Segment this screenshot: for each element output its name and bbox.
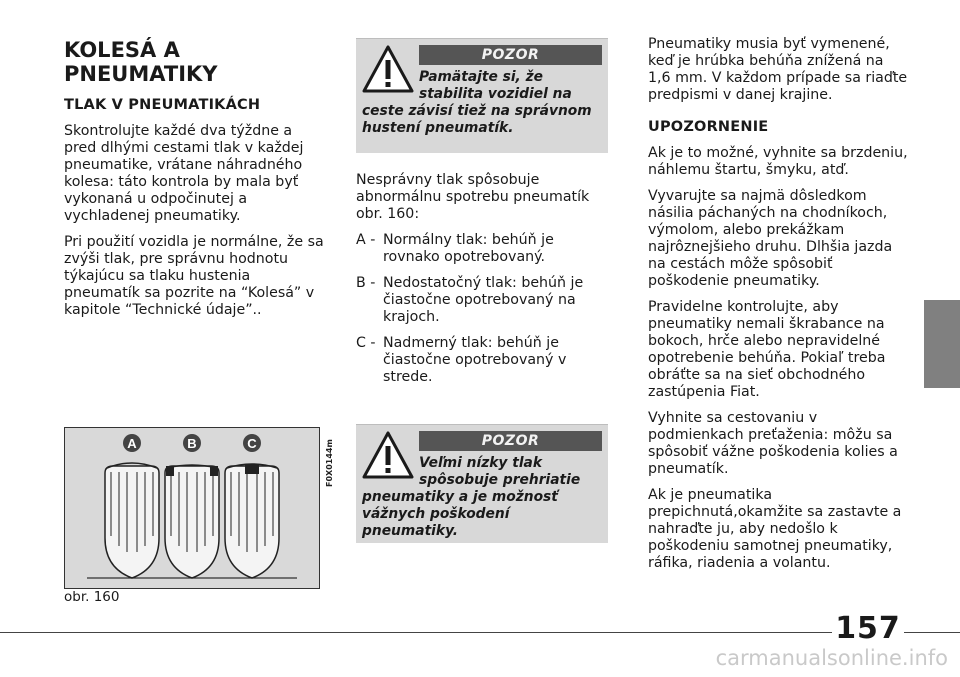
- subsection-title: TLAK V PNEUMATIKÁCH: [64, 97, 261, 113]
- warning-text: [362, 69, 602, 137]
- wear-list: [356, 232, 608, 386]
- footer-rule: [0, 632, 960, 633]
- list-item: [356, 232, 608, 266]
- paragraph-avoid-overload: Vyhnite sa cestovaniu v podmienkach preťaženia: môžu sa spôsobiť vážne poškodenia kolies a pneumatík.: [648, 410, 898, 477]
- warning-text-line2: stabilita vozidiel na: [419, 86, 572, 102]
- warning-text: [362, 455, 602, 540]
- list-item-label: B -: [356, 275, 376, 291]
- notice-heading: UPOZORNENIE: [648, 119, 769, 135]
- warning-text-rest: pneumatiky a je možnosť vážnych poškodení pneumatiky.: [362, 489, 558, 539]
- tire-a-illustration: [105, 463, 159, 578]
- list-item-label: A -: [356, 232, 376, 248]
- chapter-side-tab: [924, 300, 960, 388]
- paragraph-regular-check: Pravidelne kontrolujte, aby pneumatiky nemali škrabance na bokoch, hrče alebo nepravidelné opotrebenie behúňa. Pokiaľ treba obráťte sa na sieť obchodného zastúpenia Fiat.: [648, 299, 886, 400]
- warning-box-low-pressure: [356, 424, 608, 543]
- section-title-line1: KOLESÁ A: [64, 38, 180, 62]
- list-item-text: Normálny tlak: behúň je rovnako opotrebovaný.: [383, 232, 554, 265]
- paragraph-avoid-braking: Ak je to možné, vyhnite sa brzdeniu, náhlemu štartu, šmyku, atď.: [648, 145, 908, 178]
- tire-label-c: C: [247, 436, 257, 451]
- tire-label-a: A: [127, 436, 137, 451]
- tire-wear-figure: [64, 427, 320, 589]
- list-item-text: Nadmerný tlak: behúň je čiastočne opotrebovaný v strede.: [383, 335, 567, 385]
- paragraph-wrong-pressure: Nesprávny tlak spôsobuje abnormálnu spotrebu pneumatík obr. 160:: [356, 172, 590, 222]
- warning-text-rest: ceste závisí tiež na správnom hustení pneumatík.: [362, 103, 592, 136]
- tire-wear-illustration: [65, 428, 319, 588]
- section-title-line2: PNEUMATIKY: [64, 62, 218, 86]
- paragraph-puncture: Ak je pneumatika prepichnutá,okamžite sa zastavte a nahraďte ju, aby nedošlo k poškodeniu samotnej pneumatiky, ráfika, riadenia a volantu.: [648, 487, 902, 571]
- list-item-text: Nedostatočný tlak: behúň je čiastočne opotrebovaný na krajoch.: [383, 275, 584, 325]
- list-item-label: C -: [356, 335, 376, 351]
- tire-c-illustration: [225, 464, 279, 578]
- section-title: [64, 38, 326, 86]
- right-column: [648, 36, 910, 581]
- paragraph-pressure-check: Skontrolujte každé dva týždne a pred dlhými cestami tlak v každej pneumatike, vrátane náhradného kolesa: táto kontrola by mala byť vykonaná u odpočinutej a vychladenej pneumatiky.: [64, 123, 304, 224]
- warning-text-line1: Pamätajte si, že: [419, 69, 543, 85]
- tire-label-b: B: [187, 436, 197, 451]
- paragraph-tread-depth: Pneumatiky musia byť vymenené, keď je hrúbka behúňa znížená na 1,6 mm. V každom prípade sa riaďte predpismi v danej krajine.: [648, 36, 908, 103]
- warning-text-line1: Veľmi nízky tlak: [419, 455, 543, 471]
- figure-code: F0X0144m: [325, 439, 334, 487]
- watermark: carmanualsonline.info: [715, 646, 948, 670]
- tire-b-illustration: [165, 465, 219, 578]
- figure-caption: obr. 160: [64, 589, 120, 605]
- paragraph-pressure-increase: Pri použití vozidla je normálne, že sa zvýši tlak, pre správnu hodnotu týkajúcu sa tlaku hustenia pneumatík sa pozrite na “Kolesá” v kapitole “Technické údaje”..: [64, 234, 324, 318]
- warning-header: POZOR: [419, 431, 602, 451]
- list-item: [356, 275, 608, 326]
- page-number: 157: [832, 612, 904, 646]
- left-column: [64, 38, 326, 328]
- warning-header: POZOR: [419, 45, 602, 65]
- paragraph-avoid-impacts: Vyvarujte sa najmä dôsledkom násilia páchaných na chodníkoch, výmolom, alebo prekážkam najrôznejšieho druhu. Dlhšia jazda na cestách môže spôsobiť poškodenie pneumatiky.: [648, 188, 893, 289]
- warning-text-line2: spôsobuje prehriatie: [419, 472, 581, 488]
- warning-box-stability: [356, 38, 608, 153]
- list-item: [356, 335, 608, 386]
- middle-column: [356, 172, 608, 395]
